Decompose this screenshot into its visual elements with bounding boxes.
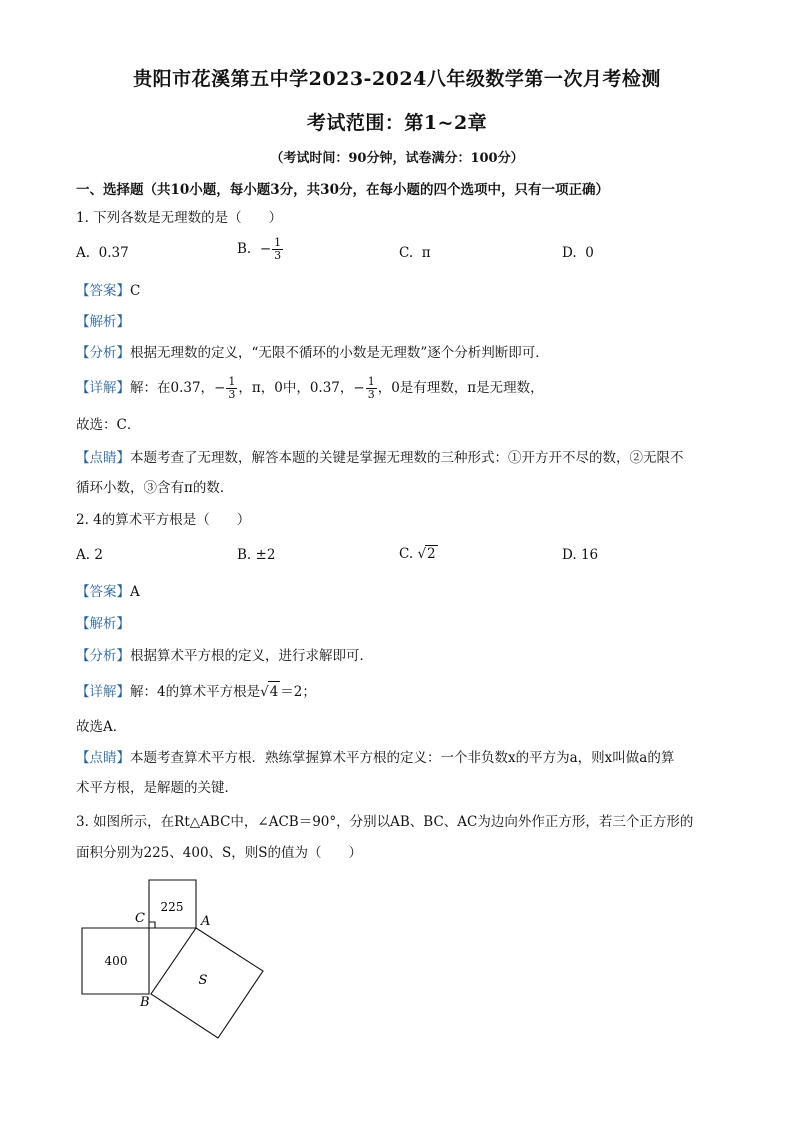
q2-option-c — [399, 545, 438, 562]
fraction-denominator: 3 — [274, 249, 282, 262]
q2-option-b-value: ±2 — [255, 547, 276, 563]
comment-tag: 【点睛】 — [76, 750, 130, 766]
q2-option-d-label: D. — [562, 547, 577, 563]
q1-option-c — [399, 245, 431, 261]
fenxi-text: 根据无理数的定义，“无限不循环的小数是无理数”逐个分析判断即可． — [130, 345, 549, 361]
q1-option-b-label: B. — [237, 241, 252, 257]
fenxi-tag: 【分析】 — [76, 345, 130, 361]
q1-stem: 1. 下列各数是无理数的是（ ） — [76, 210, 283, 226]
q2-option-a-value: 2 — [94, 547, 103, 563]
q2-analysis-tag: 【解析】 — [76, 616, 130, 632]
right-angle-mark — [149, 922, 155, 928]
q1-option-c-value: π — [421, 245, 431, 261]
q1-option-d-label: D. — [562, 245, 577, 261]
q1-answer — [76, 281, 140, 301]
q2-detail — [76, 681, 316, 702]
answer-value: C — [130, 283, 141, 299]
q1-option-b — [237, 237, 284, 262]
detail-part3: ，0是有理数，π是无理数， — [377, 380, 544, 396]
q2-option-a-label: A. — [76, 547, 91, 563]
sqrt-icon: √ — [260, 684, 269, 700]
detail-fraction — [366, 376, 377, 401]
label-c: C — [135, 911, 145, 926]
q2-option-d-value: 16 — [580, 547, 599, 563]
comment-text: 本题考查了无理数，解答本题的关键是掌握无理数的三种形式：①开方开不尽的数，②无限不 — [130, 450, 684, 466]
detail-fraction — [226, 376, 237, 401]
label-a: A — [201, 914, 211, 929]
q1-option-b-fraction — [272, 237, 283, 262]
detail-pre: 解：4的算术平方根是 — [130, 684, 261, 700]
answer-value: A — [130, 584, 140, 600]
detail-tag: 【详解】 — [76, 684, 130, 700]
q2-choose: 故选A． — [76, 719, 127, 735]
detail-sign: − — [353, 380, 365, 396]
comment-text: 本题考查算术平方根．熟练掌握算术平方根的定义：一个非负数x的平方为a，则x叫做a的算 — [130, 750, 675, 766]
label-225: 225 — [160, 900, 184, 914]
q2-stem: 2. 4的算术平方根是（ ） — [76, 512, 251, 528]
comment-tag: 【点睛】 — [76, 450, 130, 466]
q1-analysis-tag: 【解析】 — [76, 314, 130, 330]
q2-option-a — [76, 547, 103, 563]
q2-answer — [76, 582, 140, 602]
q2-option-b — [237, 547, 275, 563]
q1-choose: 故选：C． — [76, 417, 141, 433]
detail-sign: − — [214, 380, 226, 396]
detail-part1: 解：在0.37， — [130, 380, 215, 396]
fenxi-text: 根据算术平方根的定义，进行求解即可． — [130, 648, 373, 664]
q1-option-a — [76, 245, 129, 261]
label-400: 400 — [104, 954, 128, 968]
exam-info: （考试时间：90分钟，试卷满分：100分） — [270, 151, 524, 166]
q1-fenxi — [76, 343, 549, 363]
q3-stem-line1: 3. 如图所示，在Rt△ABC中，∠ACB＝90°，分别以AB、BC、AC为边向外作正方形，若三个正方形的 — [76, 814, 694, 830]
answer-tag: 【答案】 — [76, 283, 130, 299]
fraction-denominator: 3 — [367, 388, 375, 401]
q1-comment-line1 — [76, 448, 684, 468]
exam-scope: 考试范围：第1~2章 — [306, 112, 488, 134]
page-title: 贵阳市花溪第五中学2023-2024八年级数学第一次月考检测 — [133, 68, 661, 90]
detail-tag: 【详解】 — [76, 380, 130, 396]
q2-option-c-label: C. — [399, 546, 414, 562]
fenxi-tag: 【分析】 — [76, 648, 130, 664]
detail-part2: ，π，0中，0.37， — [238, 380, 354, 396]
q1-option-a-value: 0.37 — [98, 245, 129, 261]
q1-option-c-label: C. — [399, 245, 414, 261]
q1-option-a-label: A. — [76, 245, 91, 261]
fraction-numerator: 1 — [367, 375, 375, 388]
sqrt-icon: √ — [417, 546, 427, 562]
q2-fenxi — [76, 646, 373, 666]
fraction-numerator: 1 — [228, 375, 236, 388]
q2-option-d — [562, 547, 598, 563]
detail-post: ＝2； — [280, 684, 316, 700]
section-heading: 一、选择题（共10小题，每小题3分，共30分，在每小题的四个选项中，只有一项正确） — [76, 182, 609, 198]
q1-comment-line2: 循环小数，③含有π的数． — [76, 480, 234, 496]
q3-stem-line2: 面积分别为225、400、S，则S的值为（ ） — [76, 845, 363, 861]
q1-option-d — [562, 245, 594, 261]
fraction-numerator: 1 — [274, 236, 282, 249]
q2-option-b-label: B. — [237, 547, 252, 563]
q3-figure — [70, 870, 280, 1050]
q2-comment-line1 — [76, 748, 674, 768]
sqrt-radicand: 4 — [268, 681, 281, 702]
q1-detail — [76, 376, 544, 401]
q2-comment-line2: 术平方根，是解题的关键． — [76, 780, 238, 796]
sqrt-radicand: 2 — [427, 546, 436, 562]
q1-option-d-value: 0 — [585, 245, 594, 261]
label-s: S — [198, 973, 208, 988]
label-b: B — [140, 995, 150, 1010]
fraction-denominator: 3 — [228, 388, 236, 401]
q1-option-b-sign: − — [259, 241, 272, 257]
answer-tag: 【答案】 — [76, 584, 130, 600]
